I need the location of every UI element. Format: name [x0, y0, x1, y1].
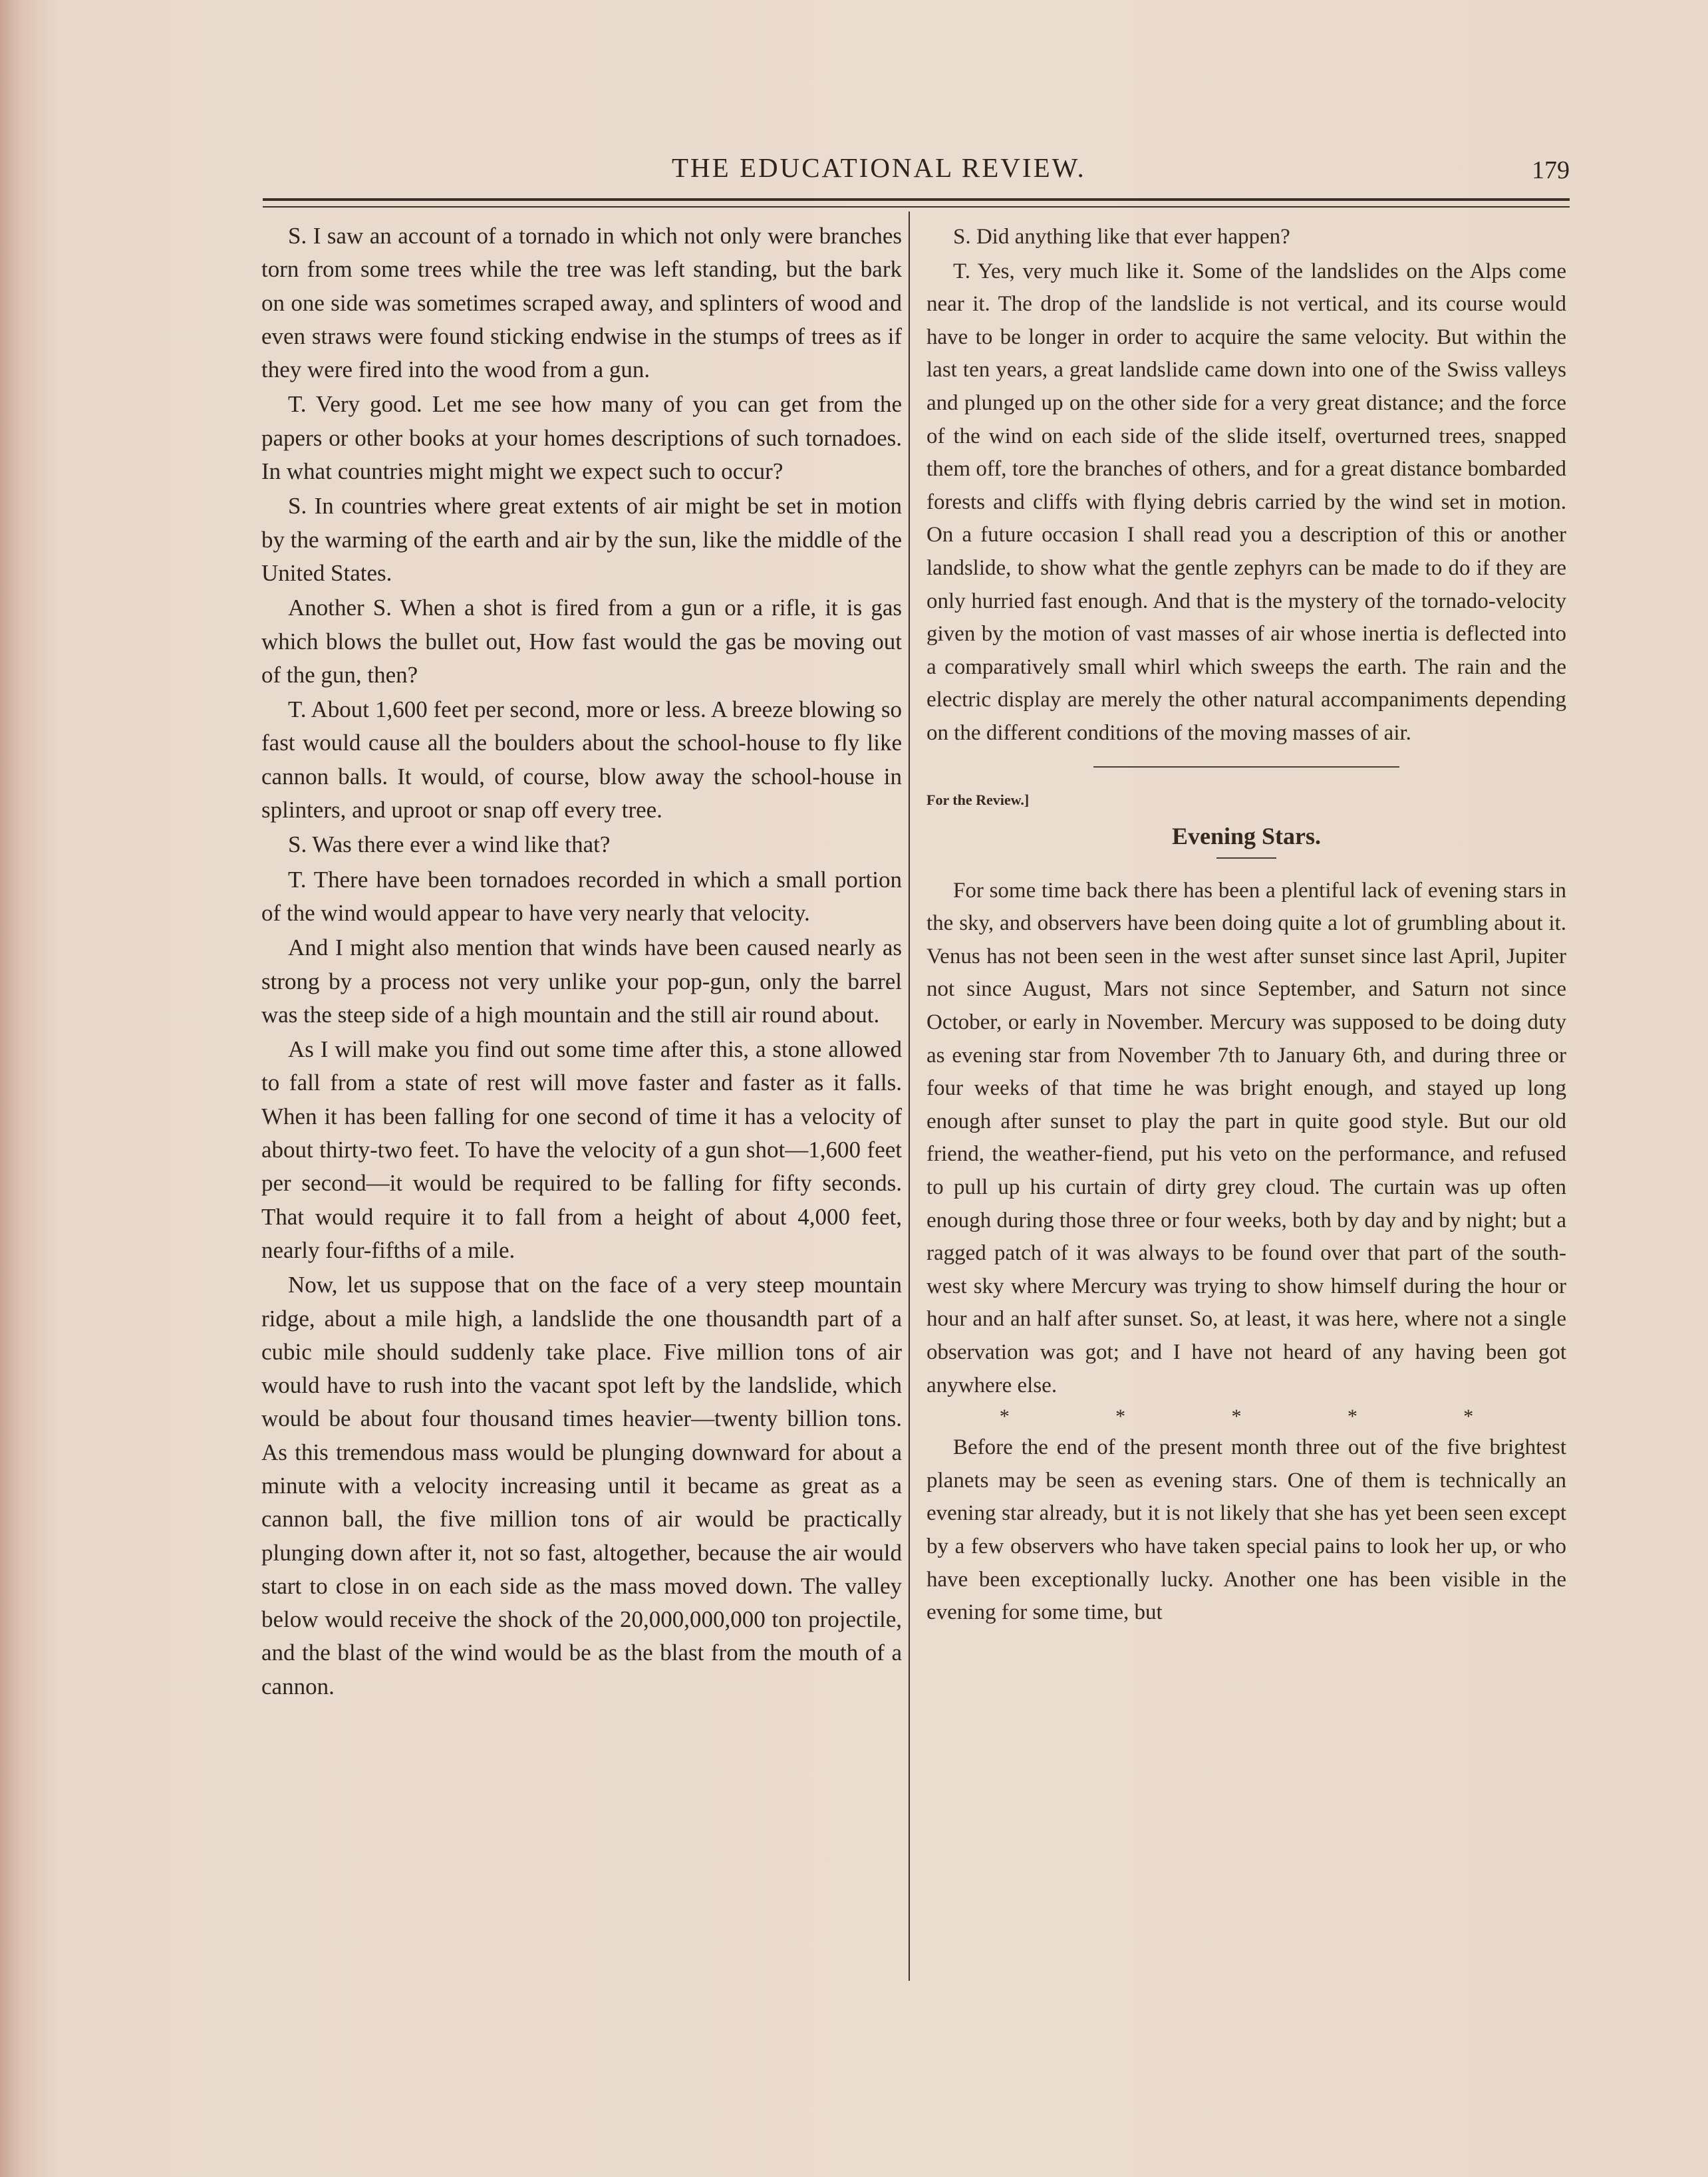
- paragraph: Another S. When a shot is fired from a gun or a rifle, it is gas which blows the bullet out, How fast would the gas be moving out of the gun, then?: [261, 595, 902, 688]
- asterisk: *: [1463, 1405, 1474, 1428]
- asterisk: *: [1231, 1405, 1242, 1428]
- header-rule-thick: [263, 198, 1570, 201]
- paragraph: T. Yes, very much like it. Some of the landslides on the Alps come near it. The drop of the landslide is not vertical, and its course would have to be longer in order to acquire the same velocity. But within the last ten years, a great landslide came down into one of the Swiss valleys and plunged up on the other side for a very great distance; and the force of the wind on each side of the slide itself, overturned trees, snapped them off, tore the branches of others, and for a great distance bombarded forests and cliffs with flying debris carried by the wind set in motion. On a future occasion I shall read you a description of this or another landslide, to show what the gentle zephyrs can be made to do if they are only hurried fast enough. And that is the mystery of the tornado-velocity given by the motion of vast masses of air whose inertia is deflected into a comparatively small whirl which sweeps the earth. The rain and the electric display are merely the other natural accompaniments depending on the different conditions of the moving masses of air.: [926, 259, 1566, 745]
- section-divider: [1093, 766, 1399, 768]
- paragraph: S. Was there ever a wind like that?: [288, 831, 611, 858]
- asterisk: *: [1347, 1405, 1357, 1428]
- header-rule-thin: [263, 206, 1570, 208]
- paragraph: Before the end of the present month three out of the five brightest planets may be seen as evening stars. One of them is technically an evening star already, but it is not likely that she has yet been seen except by a few observers who have taken special pains to look her up, or who have been exceptionally lucky. Another one has been visible in the evening for some time, but: [926, 1435, 1566, 1625]
- paragraph: T. About 1,600 feet per second, more or less. A breeze blowing so fast would cause all the boulders about the school-house to fly like cannon balls. It would, of course, blow away the school-house in splinters, and uproot or snap off every tree.: [261, 696, 902, 823]
- asterisk: *: [999, 1405, 1010, 1428]
- page-number: 179: [1532, 156, 1570, 184]
- title-rule: [1216, 857, 1276, 859]
- page-header: [253, 152, 1570, 192]
- paragraph: S. In countries where great extents of air might be set in motion by the warming of the earth and air by the sun, like the middle of the United States.: [261, 493, 902, 586]
- running-title: THE EDUCATIONAL REVIEW.: [672, 152, 1086, 183]
- paragraph: T. There have been tornadoes recorded in which a small portion of the wind would appear to have very nearly that velocity.: [261, 866, 902, 926]
- paragraph: T. Very good. Let me see how many of you can get from the papers or other books at your homes descriptions of such tornadoes. In what countries might might we expect such to occur?: [261, 391, 902, 485]
- article-byline: For the Review.]: [926, 791, 1030, 808]
- paragraph: As I will make you find out some time after this, a stone allowed to fall from a state of rest will move faster and faster as it falls. When it has been falling for one second of time it has a velocity of about thirty-two feet. To have the velocity of a gun shot—1,600 feet per second—it would be required to be falling for fifty seconds. That would require it to fall from a height of about 4,000 feet, nearly four-fifths of a mile.: [261, 1036, 902, 1263]
- paragraph: S. Did anything like that ever happen?: [953, 225, 1290, 249]
- asterisk: *: [1115, 1405, 1126, 1428]
- paragraph: For some time back there has been a plentiful lack of evening stars in the sky, and observers have been doing quite a lot of grumbling about it. Venus has not been seen in the west after sunset since last April, Jupiter not since August, Mars not since September, and Saturn not since October, or early in November. Mercury was supposed to be doing duty as evening star from November 7th to January 6th, and during three or four weeks of that time he was bright enough, and stayed up long enough after sunset to play the part in quite good style. But our old friend, the weather-fiend, put his veto on the performance, and refused to pull up his curtain of dirty grey cloud. The curtain was up often enough during those three or four weeks, both by day and by night; but a ragged patch of it was always to be found over that part of the south-west sky where Mercury was trying to show himself during the hour or hour and an half after sunset. So, at least, it was here, where not a single observation was got; and I have not heard of any having been got anywhere else.: [926, 878, 1566, 1397]
- paragraph: S. I saw an account of a tornado in which not only were branches torn from some trees while the tree was left standing, but the bark on one side was sometimes scraped away, and splinters of wood and even straws were found sticking endwise in the stumps of trees as if they were fired into the wood from a gun.: [261, 223, 902, 383]
- column-divider: [909, 212, 910, 1981]
- article-title: Evening Stars.: [1171, 823, 1322, 850]
- paragraph: And I might also mention that winds have been caused nearly as strong by a process not very unlike your pop-gun, only the barrel was the steep side of a high mountain and the still air round about.: [261, 935, 902, 1028]
- asterism-separator: [926, 1402, 1566, 1431]
- left-column: [261, 219, 902, 1703]
- paragraph: Now, let us suppose that on the face of a very steep mountain ridge, about a mile high, a landslide the one thousandth part of a cubic mile should suddenly take place. Five million tons of air would have to rush into the vacant spot left by the landslide, which would be about four thousand times heavier—twenty billion tons. As this tremendous mass would be plunging downward for about a minute with a velocity increasing until it became as great as a cannon ball, the five million tons of air would be practically plunging down after it, not so fast, altogether, because the air would start to close in on each side as the mass moved down. The valley below would receive the shock of the 20,000,000,000 ton projectile, and the blast of the wind would be as the blast from the mouth of a cannon.: [261, 1272, 902, 1699]
- right-column: [926, 221, 1566, 1630]
